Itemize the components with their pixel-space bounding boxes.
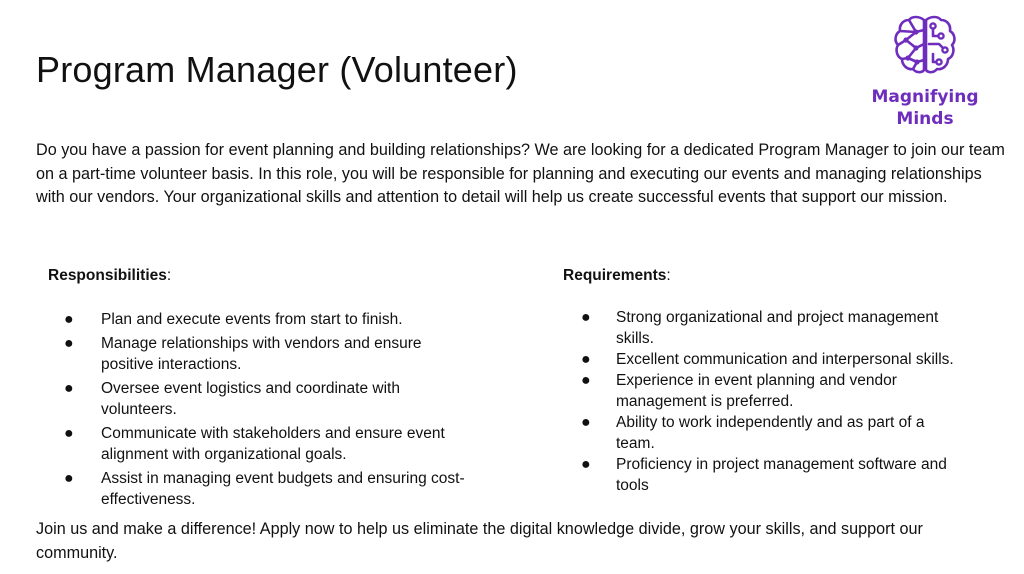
logo-text [860, 86, 990, 130]
logo-line-2: Minds [896, 109, 954, 129]
requirements-list [563, 307, 963, 496]
brain-icon [889, 10, 961, 82]
list-item: ● Communicate with stakeholders and ensure event alignment with organizational goals. [64, 425, 445, 463]
bullet-icon: ● [581, 309, 591, 326]
logo [860, 10, 990, 130]
list-item: ● Plan and execute events from start to finish. [64, 311, 403, 328]
list-item: ● Manage relationships with vendors and ensure positive interactions. [64, 335, 422, 373]
responsibilities-list [48, 309, 468, 510]
logo-line-1: Magnifying [871, 87, 979, 107]
bullet-icon: ● [64, 380, 74, 397]
list-item: ● Assist in managing event budgets and ensuring cost-effectiveness. [64, 470, 465, 508]
list-item: ● Strong organizational and project management skills. [581, 309, 939, 347]
responsibilities-section [48, 265, 468, 513]
responsibilities-heading: Responsibilities: [48, 267, 172, 284]
requirements-section [563, 265, 963, 496]
list-item: ● Ability to work independently and as part of a team. [581, 414, 925, 452]
intro-paragraph: Do you have a passion for event planning and building relationships? We are looking for a dedicated Program Manager to join our team on a part-time volunteer basis. In this role, you will be responsible for planning and executing our events and managing relationships with our vendors. Your organizational skills and attention to detail will help us create successful events that support our mission. [36, 141, 1005, 206]
list-item: ● Experience in event planning and vendor management is preferred. [581, 372, 897, 410]
bullet-icon: ● [64, 425, 74, 442]
list-item: ● Oversee event logistics and coordinate with volunteers. [64, 380, 400, 418]
bullet-icon: ● [581, 351, 591, 368]
closing-paragraph: Join us and make a difference! Apply now to help us eliminate the digital knowledge divide, grow your skills, and support our community. [36, 520, 923, 562]
list-item: ● Proficiency in project management software and tools [581, 456, 947, 494]
bullet-icon: ● [581, 372, 591, 389]
bullet-icon: ● [581, 414, 591, 431]
bullet-icon: ● [64, 311, 74, 328]
page-title: Program Manager (Volunteer) [36, 49, 518, 90]
list-item: ● Excellent communication and interpersonal skills. [581, 351, 954, 368]
bullet-icon: ● [64, 335, 74, 352]
bullet-icon: ● [581, 456, 591, 473]
bullet-icon: ● [64, 470, 74, 487]
requirements-heading: Requirements: [563, 267, 671, 284]
